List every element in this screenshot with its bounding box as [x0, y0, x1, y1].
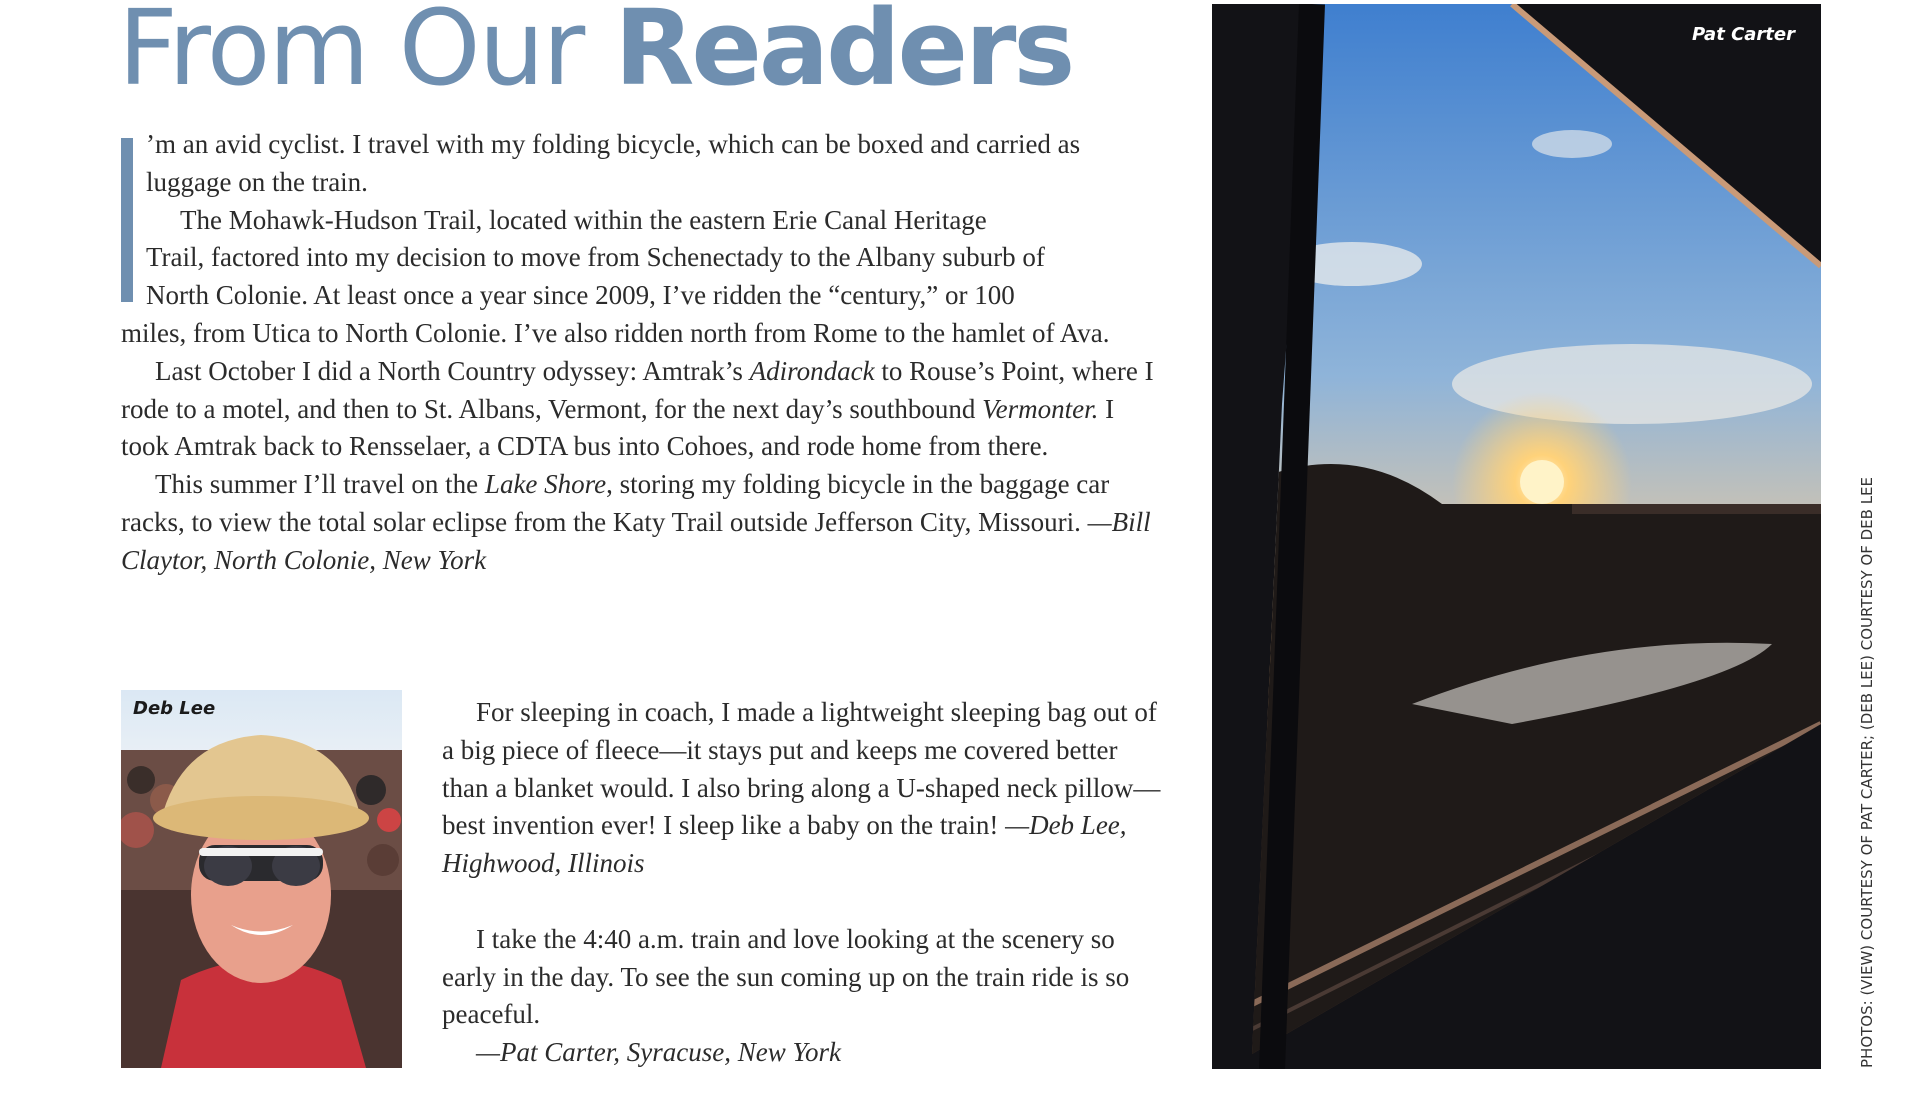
letter-1-paragraph-2c: North Colonie. At least once a year since 2009, I’ve ridden the “century,” or 100	[146, 280, 1015, 311]
photo-credits-vertical: PHOTOS: (VIEW) COURTESY OF PAT CARTER; (DEB LEE) COURTESY OF DEB LEE	[1858, 476, 1876, 1068]
letter-1-opening	[121, 126, 1161, 315]
photo-deb-lee	[121, 690, 402, 1068]
train-name-vermonter: Vermonter.	[982, 393, 1099, 424]
page-title	[118, 0, 1072, 116]
signature-pat-carter-line	[442, 1034, 1162, 1072]
drop-cap-i	[121, 138, 133, 302]
title-bold: Readers	[614, 0, 1073, 109]
train-name-adirondack: Adirondack	[749, 355, 875, 386]
letter-deb-lee: For sleeping in coach, I made a lightweight sleeping bag out of a big piece of fleece—it stays put and keeps me covered better than a blanket would. I also bring along a U-shaped neck pillow—best invention ever! I sleep like a baby on the train! —Deb Lee, Highwood, Illinois	[442, 697, 1161, 879]
train-window-view-illustration	[1212, 4, 1821, 1069]
letter-1-paragraph-2d: miles, from Utica to North Colonie. I’ve also ridden north from Rome to the hamlet of Ava.	[121, 317, 1110, 348]
letter-1-paragraph-1: ’m an avid cyclist. I travel with my folding bicycle, which can be boxed and carried as luggage on the train.	[146, 129, 1081, 197]
signature-bill-claytor: —Bill Claytor, North Colonie, New York	[121, 506, 1151, 575]
letters-short	[442, 694, 1162, 1072]
photo-train-window-sunrise	[1212, 4, 1821, 1069]
letter-1-paragraph-2b: Trail, factored into my decision to move from Schenectady to the Albany suburb of	[146, 242, 1045, 273]
letter-1-paragraph-2a: The Mohawk-Hudson Trail, located within the eastern Erie Canal Heritage	[180, 204, 987, 235]
title-light: From Our	[118, 0, 615, 109]
signature-pat-carter: —Pat Carter, Syracuse, New York	[476, 1037, 842, 1068]
letter-bill-claytor	[121, 126, 1161, 580]
letter-1-paragraph-4: This summer I’ll travel on the Lake Shore, storing my folding bicycle in the baggage car racks, to view the total solar eclipse from the Katy Trail outside Jefferson City, Missouri. —Bill Claytor, North Colonie, New York	[121, 469, 1151, 575]
signature-deb-lee: —Deb Lee, Highwood, Illinois	[442, 810, 1127, 879]
photo-credit-deb-lee: Deb Lee	[133, 698, 216, 719]
train-name-lake-shore: Lake Shore	[484, 469, 607, 500]
letter-1-paragraph-3: Last October I did a North Country odyssey: Amtrak’s Adirondack to Rouse’s Point, where I rode to a motel, and then to St. Albans, Vermont, for the next day’s southbound Vermonter. I took Amtrak back to Rensselaer, a CDTA bus into Cohoes, and rode home from there.	[121, 355, 1154, 462]
letter-pat-carter: I take the 4:40 a.m. train and love looking at the scenery so early in the day. To see the sun coming up on the train ride is so peaceful.	[442, 923, 1130, 1030]
deb-lee-portrait-illustration	[121, 690, 402, 1068]
photo-credit-pat-carter: Pat Carter	[1692, 24, 1795, 45]
